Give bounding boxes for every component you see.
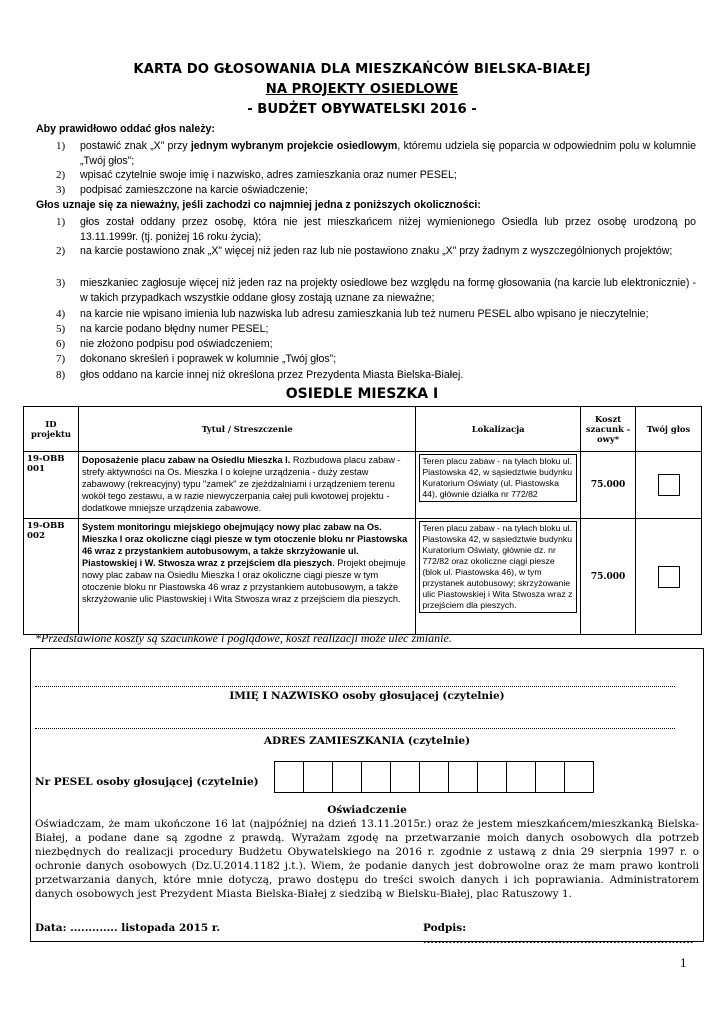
address-label: ADRES ZAMIESZKANIA (czytelnie) bbox=[263, 735, 471, 747]
table-row bbox=[24, 452, 702, 519]
list-item bbox=[56, 139, 696, 168]
page-number: 1 bbox=[680, 955, 687, 970]
name-label: IMIĘ I NAZWISKO osoby głosującej (czytelnie) bbox=[229, 690, 505, 702]
address-field[interactable] bbox=[35, 727, 675, 729]
header-cost: Koszt szacunk -owy* bbox=[581, 407, 636, 452]
list-item-text: na karcie podano błędny numer PESEL; bbox=[80, 323, 269, 335]
header-id: ID projektu bbox=[24, 407, 79, 452]
project-description: System monitoringu miejskiego obejmujący nowy plac zabaw na Os. Mieszka I oraz okoliczne ciągi piesze w tym otoczenie bloku nr Piastowska 46 wraz z przystankiem autobusowym, a także skrzyżowanie ul. Piastowskiej i W. Stwosza wraz z przejściem dla pieszych. Projekt obejmuje nowy plac zabaw na Osiedlu Mieszka I oraz okoliczne ciągi piesze w tym otoczenie bloku nr Piastowska 46 wraz z przystankiem autobusowym, a także skrzyżowanie ulic Piastowskiej i Wita Stwosza wraz z przejściem dla pieszych. bbox=[78, 519, 415, 635]
pesel-digit-box[interactable] bbox=[332, 761, 362, 793]
declaration-title: Oświadczenie bbox=[327, 804, 407, 816]
header-vote: Twój głos bbox=[636, 407, 702, 452]
list-item-text: nie złożono podpisu pod oświadczeniem; bbox=[80, 338, 273, 350]
project-location: Teren placu zabaw - na tyłach bloku ul. Piastowska 42, w sąsiedztwie budynku Kuratorium Oświaty, głównie dz. nr 772/82 oraz okoliczne ciągi piesze (blok ul. Piastowska 46), w tym przystanek autobusowy; skrzyżowanie ulic Piastowskiej i Wita Stwosza wraz z przejściem dla pieszych. bbox=[419, 521, 577, 613]
header-location: Lokalizacja bbox=[416, 407, 581, 452]
project-location-cell bbox=[416, 452, 581, 519]
table-header-row bbox=[24, 407, 702, 452]
list-item bbox=[56, 215, 696, 244]
card-title: KARTA DO GŁOSOWANIA DLA MIESZKAŃCÓW BIELSKA-BIAŁEJ bbox=[133, 62, 591, 77]
list-item-number: 3) bbox=[56, 184, 66, 196]
project-id: 19-OBB 002 bbox=[24, 519, 79, 635]
list-item bbox=[56, 183, 696, 198]
list-item-text: na karcie nie wpisano imienia lub nazwiska lub adresu zamieszkania lub też numeru PESEL albo wpisano je nieczytelnie; bbox=[80, 308, 649, 320]
pesel-digit-box[interactable] bbox=[274, 761, 304, 793]
list-item-text: na karcie postawiono znak „X” więcej niż jeden raz lub nie postawiono znaku „X” przy żadnym z wyszczególnionych projektów; bbox=[80, 245, 673, 257]
list-item-number: 1) bbox=[56, 140, 66, 152]
date-field[interactable]: Data: ............. listopada 2015 r. bbox=[35, 922, 221, 934]
list-item bbox=[56, 276, 696, 305]
pesel-digit-box[interactable] bbox=[506, 761, 536, 793]
list-item-number: 8) bbox=[56, 369, 66, 381]
pesel-digit-box[interactable] bbox=[390, 761, 420, 793]
name-field[interactable] bbox=[35, 685, 675, 687]
list-item bbox=[56, 168, 696, 183]
list-item-number: 2) bbox=[56, 169, 66, 181]
vote-checkbox[interactable] bbox=[658, 566, 680, 588]
list-item-text: wpisać czytelnie swoje imię i nazwisko, adres zamieszkania oraz numer PESEL; bbox=[80, 169, 457, 181]
project-description: Doposażenie placu zabaw na Osiedlu Mieszka I. Rozbudowa placu zabaw - strefy aktywności na Os. Mieszka I o kolejne urządzenia - duży zestaw zabawowy (rekreacyjny) typu "zamek" ze zjeżdżalniami i urządzeniem terenu wokół tego zestawu, a w razie niewyczerpania całej puli kwotowej projektu - dodatkowe mniejsze urządzenia zabawowe. bbox=[78, 452, 415, 519]
card-subtitle: NA PROJEKTY OSIEDLOWE bbox=[265, 82, 459, 97]
projects-table bbox=[23, 406, 702, 635]
vote-cell bbox=[636, 452, 702, 519]
list-item-number: 7) bbox=[56, 353, 66, 365]
pesel-digit-box[interactable] bbox=[448, 761, 478, 793]
list-item-number: 4) bbox=[56, 308, 66, 320]
pesel-digit-box[interactable] bbox=[361, 761, 391, 793]
list-item bbox=[56, 307, 696, 322]
pesel-digit-box[interactable] bbox=[303, 761, 333, 793]
list-item-text: mieszkaniec zagłosuje więcej niż jeden raz na projekty osiedlowe bez względu na formę głosowania (na karcie lub elektronicznie) - w takich przypadkach wszystkie oddane głosy zostają uznane za nieważne; bbox=[80, 277, 696, 304]
list-item-number: 5) bbox=[56, 323, 66, 335]
list-item-text: postawić znak „X” przy jednym wybranym projekcie osiedlowym, któremu udziela się poparcia w odpowiednim polu w kolumnie „Twój głos”; bbox=[80, 140, 696, 167]
list-item-number: 1) bbox=[56, 216, 66, 228]
vote-cell bbox=[636, 519, 702, 635]
list-item bbox=[56, 368, 696, 383]
project-location-cell bbox=[416, 519, 581, 635]
list-item-number: 2) bbox=[56, 245, 66, 257]
list-item bbox=[56, 352, 696, 367]
list-item-number: 6) bbox=[56, 338, 66, 350]
table-row bbox=[24, 519, 702, 635]
list-item bbox=[56, 337, 696, 352]
vote-checkbox[interactable] bbox=[658, 474, 680, 496]
header-title: Tytuł / Streszczenie bbox=[78, 407, 415, 452]
invalid-heading: Głos uznaje się za nieważny, jeśli zachodzi co najmniej jedna z poniższych okoliczności: bbox=[36, 199, 481, 211]
pesel-digit-box[interactable] bbox=[477, 761, 507, 793]
project-cost: 75.000 bbox=[581, 452, 636, 519]
list-item-text: dokonano skreśleń i poprawek w kolumnie „Twój głos”; bbox=[80, 353, 337, 365]
osiedle-title: OSIEDLE MIESZKA I bbox=[285, 386, 439, 402]
list-item-number: 3) bbox=[56, 277, 66, 289]
pesel-field[interactable] bbox=[275, 761, 594, 793]
list-item bbox=[56, 244, 696, 259]
list-item-text: głos oddano na karcie innej niż określona przez Prezydenta Miasta Bielska-Białej. bbox=[80, 369, 464, 381]
pesel-digit-box[interactable] bbox=[535, 761, 565, 793]
list-item bbox=[56, 322, 696, 337]
howto-heading: Aby prawidłowo oddać głos należy: bbox=[36, 123, 215, 135]
declaration-text: Oświadczam, że mam ukończone 16 lat (najpóźniej na dzień 13.11.2015r.) oraz że jestem mieszkańcem/mieszkanką Bielska-Białej, a podane dane są zgodne z prawdą. Wyrażam zgodę na przetwarzanie moich danych osobowych dla potrzeb niezbędnych do realizacji procedury Budżetu Obywatelskiego na 2016 r. zgodnie z ustawą z dnia 29 sierpnia 1997 r. o ochronie danych osobowych (Dz.U.2014.1182 j.t.). Wiem, że podanie danych jest dobrowolne oraz że mam prawo kontroli przetwarzania danych, które mnie dotyczą, prawo dostępu do treści swoich danych i ich poprawiania. Administratorem danych osobowych jest Prezydent Miasta Bielska-Białej z siedzibą w Bielsku-Białej, plac Ratuszowy 1. bbox=[35, 818, 699, 900]
cost-footnote: *Przedstawione koszty są szacunkowe i poglądowe, koszt realizacji może ulec zmianie. bbox=[35, 631, 452, 645]
project-cost: 75.000 bbox=[581, 519, 636, 635]
project-location: Teren placu zabaw - na tyłach bloku ul. Piastowska 42, w sąsiedztwie budynku Kuratorium Oświaty (ul. Piastowska 44), głównie działka nr 772/82 bbox=[419, 454, 577, 502]
pesel-label: Nr PESEL osoby głosującej (czytelnie) bbox=[35, 776, 259, 788]
pesel-digit-box[interactable] bbox=[419, 761, 449, 793]
voter-form bbox=[30, 648, 704, 946]
pesel-digit-box[interactable] bbox=[564, 761, 594, 793]
list-item-text: głos został oddany przez osobę, która nie jest mieszkańcem niżej wymienionego Osiedla lub przez osobę urodzoną po 13.11.1999r. (tj. poniżej 16 roku życia); bbox=[80, 216, 696, 243]
signature-field[interactable]: Podpis: .......................................................................... bbox=[423, 922, 694, 946]
list-item-text: podpisać zamieszczone na karcie oświadczenie; bbox=[80, 184, 308, 196]
budget-title: - BUDŻET OBYWATELSKI 2016 - bbox=[247, 102, 477, 117]
project-id: 19-OBB 001 bbox=[24, 452, 79, 519]
